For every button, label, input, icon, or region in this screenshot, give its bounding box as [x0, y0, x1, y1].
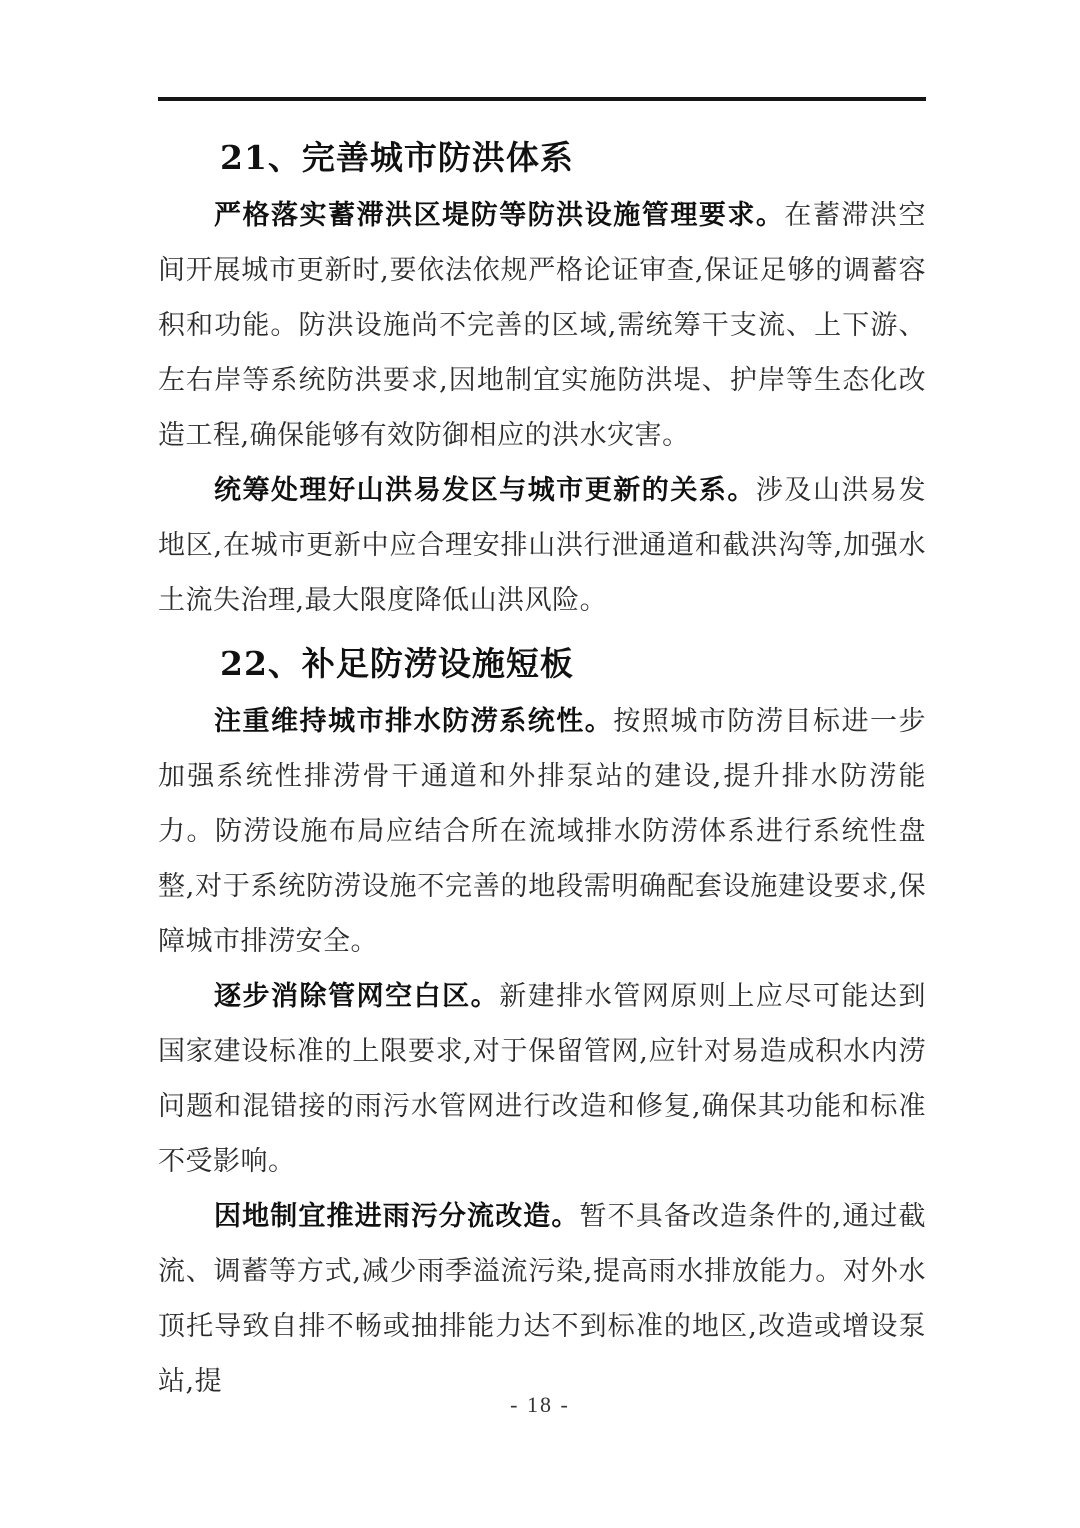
paragraph-lead: 注重维持城市排水防涝系统性。 — [214, 706, 614, 737]
paragraph-body: 在蓄滞洪空间开展城市更新时,要依法依规严格论证审查,保证足够的调蓄容积和功能。防洪设施尚不完善的区域,需统筹干支流、上下游、左右岸等系统防洪要求,因地制宜实施防洪堤、护岸等生态化改造工程,确保能够有效防御相应的洪水灾害。 — [158, 200, 927, 451]
paragraph-rain-sewage-separation — [158, 1189, 926, 1409]
paragraph-mountain-torrent — [158, 463, 926, 628]
paragraph-lead: 逐步消除管网空白区。 — [214, 981, 500, 1012]
header-rule — [158, 97, 926, 101]
paragraph-body: 涉及山洪易发地区,在城市更新中应合理安排山洪行泄通道和截洪沟等,加强水土流失治理,最大限度降低山洪风险。 — [158, 475, 927, 616]
section-heading-22: 22、补足防涝设施短板 — [220, 644, 574, 683]
page-number: - 18 - — [510, 1392, 570, 1417]
paragraph-lead: 严格落实蓄滞洪区堤防等防洪设施管理要求。 — [214, 200, 785, 231]
paragraph-drainage-systematic — [158, 694, 926, 969]
paragraph-lead: 因地制宜推进雨污分流改造。 — [214, 1201, 580, 1232]
paragraph-lead: 统筹处理好山洪易发区与城市更新的关系。 — [214, 475, 756, 506]
section-heading-21: 21、完善城市防洪体系 — [220, 138, 574, 177]
paragraph-body: 暂不具备改造条件的,通过截流、调蓄等方式,减少雨季溢流污染,提高雨水排放能力。对外水顶托导致自排不畅或抽排能力达不到标准的地区,改造或增设泵站,提 — [158, 1201, 926, 1397]
paragraph-pipe-network-blank — [158, 969, 926, 1189]
page-content — [158, 0, 926, 1409]
paragraph-body: 新建排水管网原则上应尽可能达到国家建设标准的上限要求,对于保留管网,应针对易造成积水内涝问题和混错接的雨污水管网进行改造和修复,确保其功能和标准不受影响。 — [158, 981, 927, 1177]
paragraph-flood-control-requirements — [158, 188, 926, 463]
paragraph-body: 按照城市防涝目标进一步加强系统性排涝骨干通道和外排泵站的建设,提升排水防涝能力。防涝设施布局应结合所在流域排水防涝体系进行系统性盘整,对于系统防涝设施不完善的地段需明确配套设施建设要求,保障城市排涝安全。 — [158, 706, 927, 957]
